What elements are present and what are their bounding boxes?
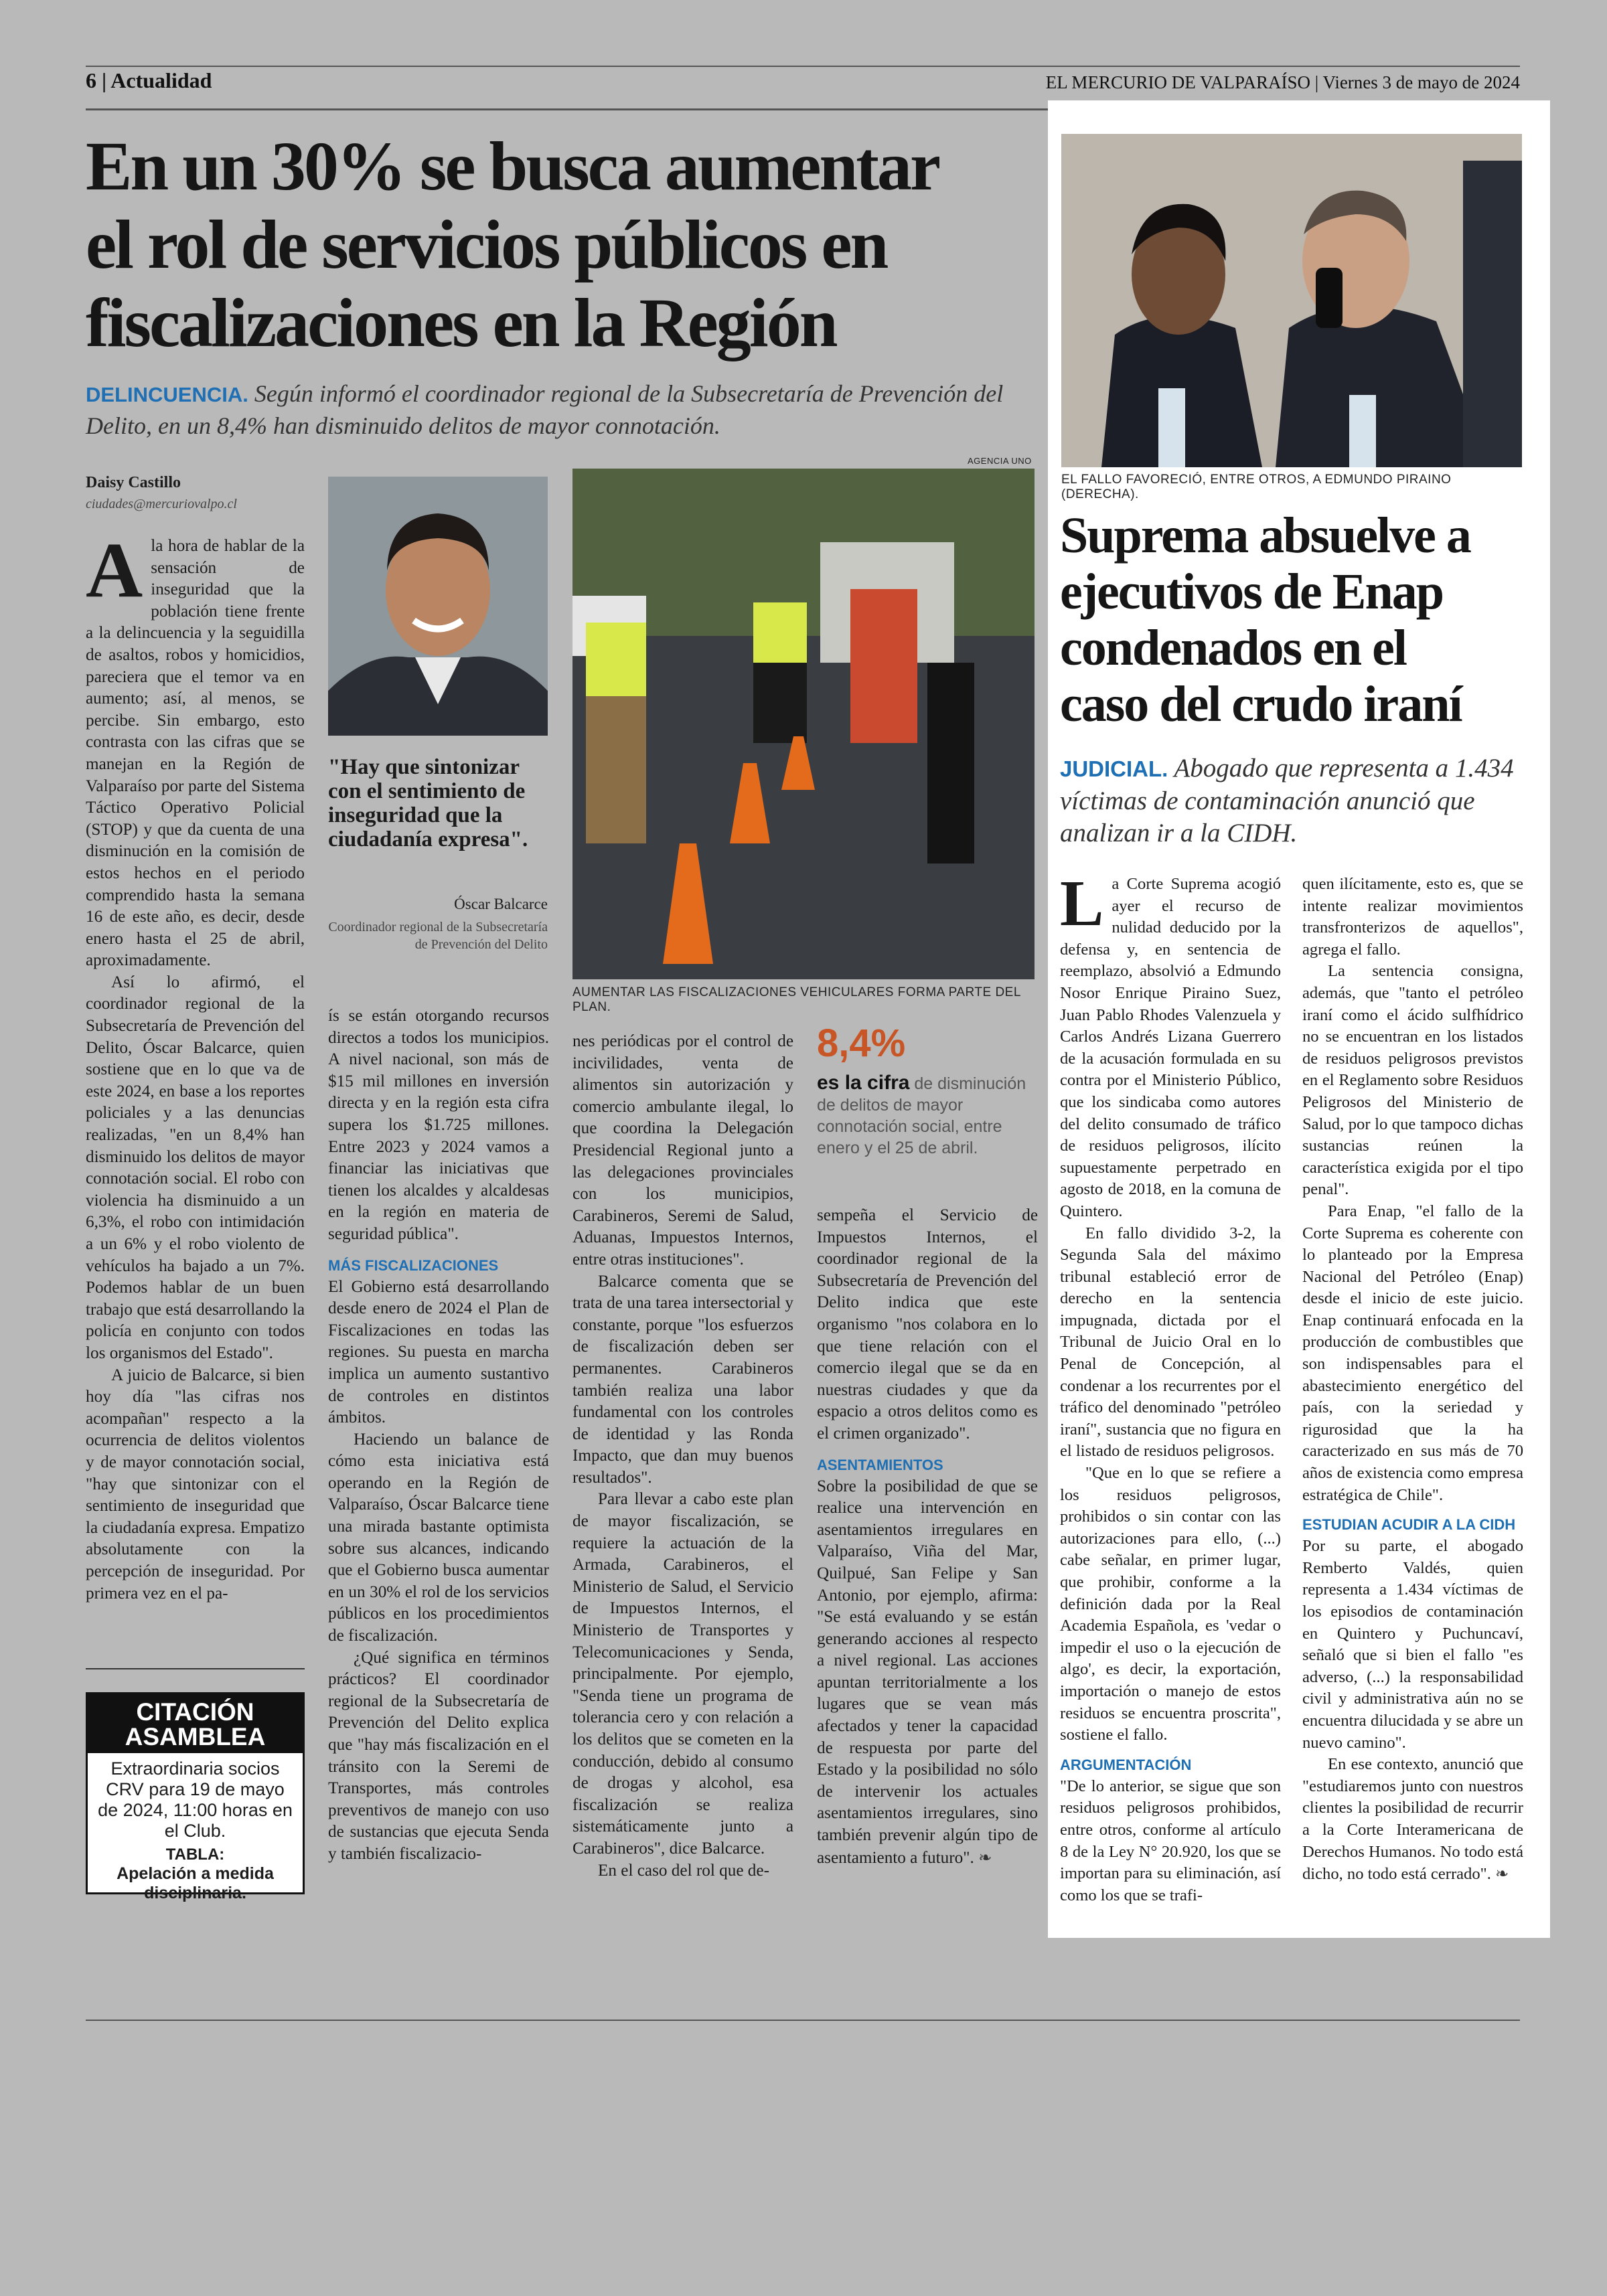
subhead-argumentacion: ARGUMENTACIÓN (1060, 1756, 1192, 1773)
main-column-1: Ala hora de hablar de la sensación de inseguridad que la población tiene frente a la delincuencia y la seguidilla de asaltos, robos y homicidios, pareciera que el temor va en aumento; así, al menos, se percibe. Sin embargo, esto contrasta con las cifras que se manejan en la Región de Valparaíso por parte del Sistema Táctico Operativo Policial (STOP) y que da cuenta de una disminución en la comisión de estos hechos en el periodo comprendido hasta la semana 16 de este año, es decir, desde enero hasta el 25 de abril, aproximadamente. Así lo afirmó, el coordinador regional de la Subsecretaría de Prevención del Delito, Óscar Balcarce, quien sostiene que en lo que va de este 2024, en base a los reportes policiales y a las denuncias realizadas, "en un 8,4% han disminuido los delitos de mayor connotación social. El robo con violencia ha disminuido a un 6,3%, el robo con intimidación a un 6% y el robo violento de vehículos ha bajado a un 7%. Podemos hablar de un buen trabajo que está desarrollando la policía en conjunto con todos los organismos del Estado". A juicio de Balcarce, si bien hoy día "las cifras nos acompañan" respecto a la ocurrencia de delitos violentos y de mayor connotación social, "hay que sintonizar con el sentimiento de inseguridad que la ciudadanía expresa. Empatizo absolutamente con la percepción de inseguridad. Por primera vez en el pa- (86, 526, 305, 1603)
publication-date: EL MERCURIO DE VALPARAÍSO | Viernes 3 de mayo de 2024 (1045, 72, 1520, 92)
issue-date: Viernes 3 de mayo de 2024 (1322, 72, 1520, 92)
header-rule-top (86, 66, 1520, 67)
ad-body: Extraordinaria socios CRV para 19 de mayo de 2024, 11:00 horas en el Club. (98, 1758, 293, 1841)
main-kicker: DELINCUENCIA. (86, 383, 248, 406)
side-lead: JUDICIAL. Abogado que representa a 1.434 víctimas de contaminación anunció que analizan ir a la CIDH. (1060, 754, 1514, 847)
subhead-asentamientos: ASENTAMIENTOS (817, 1456, 943, 1473)
side-headline: Suprema absuelve a ejecutivos de Enap condenados en el caso del crudo iraní (1060, 507, 1470, 732)
publication-name: EL MERCURIO DE VALPARAÍSO (1045, 72, 1311, 92)
quote-role: Coordinador regional de la Subsecretaría de Prevención del Delito (328, 920, 548, 952)
side-photo-caption: EL FALLO FAVORECIÓ, ENTRE OTROS, A EDMUNDO PIRAINO (DERECHA). (1061, 473, 1452, 501)
column-rule (86, 1668, 305, 1669)
stat-value: 8,4% (817, 1021, 906, 1065)
subhead-fiscalizaciones: MÁS FISCALIZACIONES (328, 1256, 499, 1274)
drop-cap: A (86, 526, 143, 614)
footer-rule (86, 2020, 1520, 2021)
main-headline: En un 30% se busca aumentar el rol de servicios públicos en fiscalizaciones en la Región (86, 128, 939, 361)
side-kicker: JUDICIAL. (1060, 756, 1168, 781)
enap-executives-photo (1061, 134, 1522, 467)
author-name: Daisy Castillo (86, 474, 181, 491)
subhead-cidh: ESTUDIAN ACUDIR A LA CIDH (1302, 1516, 1516, 1534)
ad-tabla-label: TABLA: (165, 1846, 225, 1864)
side-drop-cap: L (1060, 868, 1104, 940)
portrait-illustration (328, 477, 548, 736)
ad-tabla-item: Apelación a medida disciplinaria. (117, 1864, 274, 1902)
traffic-checkpoint-photo (572, 469, 1035, 979)
side-column-2: quen ilícitamente, esto es, que se intente realizar movimientos transfronterizos de aquellos", agrega el fallo. La sentencia consigna, además, que "tanto el petróleo iraní como el ácido sulfhídrico no se encuentran en los listados de residuos peligrosos previstos en el Reglamento sobre Residuos Peligrosos del Ministerio de Salud, por lo que tampoco dichas sustancias reúnen la característica exigida por el tipo penal". Para Enap, "el fallo de la Corte Suprema es coherente con lo planteado por la Empresa Nacional del Petróleo (Enap) desde el inicio de este juicio. Enap continuará enfocada en la producción de combustibles que son indispensables para el abastecimiento energético del país, con la seriedad y rigurosidad que la ha caracterizado en sus más de 70 años de existencia como empresa estratégica de Chile". ESTUDIAN ACUDIR A LA CIDH Por su parte, el abogado Remberto Valdés, quien representa a 1.434 víctimas de los episodios de contaminación en Quintero y Puchuncaví, señaló que si bien el fallo "es adverso, (...) la responsabilidad civil y administrativa aún no se encuentra dilucidada y se abre un nuevo camino". En ese contexto, anunció que "estudiaremos junto con nuestros clientes la posibilidad de recurrir a la Corte Interamericana de Derechos Humanos. No todo está dicho, no todo está cerrado". ❧ (1302, 875, 1523, 1884)
photo-caption: AUMENTAR LAS FISCALIZACIONES VEHICULARES FORMA PARTE DEL PLAN. (572, 985, 1021, 1014)
pull-quote: "Hay que sintonizar con el sentimiento de inseguridad que la ciudadanía expresa". (328, 755, 528, 851)
balcarce-portrait (328, 477, 548, 736)
author-email: ciudades@mercuriovalpo.cl (86, 497, 237, 511)
side-end-mark-icon: ❧ (1495, 1864, 1509, 1884)
end-mark-icon: ❧ (978, 1848, 992, 1867)
photo-credit: AGENCIA UNO (968, 456, 1032, 466)
stat-label: es la cifra (817, 1072, 910, 1094)
main-column-3: nes periódicas por el control de incivilidades, venta de alimentos sin autorización y comercio ambulante ilegal, lo que coordina la Delegación Presidencial Regional junto a las delegaciones provinciales con los municipios, Carabineros, Seremi de Salud, Aduanas, Impuestos Internos, entre otras instituciones". Balcarce comenta que se trata de una tarea intersectorial y constante, porque "los esfuerzos de fiscalización deben ser permanentes. Carabineros también realiza una labor fundamental con los controles de identidad y las Ronda Impacto, que dan muy buenos resultados". Para llevar a cabo este plan de mayor fiscalización, se requiere la actuación de la Armada, Carabineros, el Ministerio de Salud, el Servicio de Impuestos Internos, el Ministerio de Transportes y Telecomunicaciones y Senda, principalmente. Por ejemplo, "Senda tiene un programa de tolerancia cero y con relación a los delitos que se cometen en la conducción, debido al consumo de drogas y alcohol, esa fiscalización se realiza sistemáticamente junto a Carabineros", dice Balcarce. En el caso del rol que de- (572, 1032, 793, 1880)
stat-description: es la cifra de disminución de delitos de mayor connotación social, entre enero y el 25 de abril. (817, 1072, 1026, 1157)
checkpoint-illustration (572, 469, 1035, 979)
ad-title: CITACIÓN ASAMBLEA (88, 1694, 303, 1753)
assembly-notice-ad (86, 1692, 305, 1902)
executives-illustration (1061, 134, 1522, 467)
main-column-2: ís se están otorgando recursos directos a todos los municipios. A nivel nacional, son más de $15 mil millones en inversión directa y en la región esta cifra supera los $1.725 millones. Entre 2023 y 2024 vamos a financiar las iniciativas que tienen los alcaldes y alcaldesas en la región en materia de seguridad pública". MÁS FISCALIZACIONES El Gobierno está desarrollando desde enero de 2024 el Plan de Fiscalizaciones en todas las regiones. Su puesta en marcha implica un aumento sustantivo de controles en distintos ámbitos. Haciendo un balance de cómo esta iniciativa está operando en la Región de Valparaíso, Óscar Balcarce tiene una mirada bastante optimista sobre sus alcances, indicando que el Gobierno busca aumentar en un 30% el rol de los servicios públicos en los procedimientos de fiscalización. ¿Qué significa en términos prácticos? El coordinador regional de la Subsecretaría de Prevención del Delito explica que "hay más fiscalización en el tránsito con la Seremi de Transportes, más controles preventivos de manejo con uso de sustancias que ejecuta Senda y también fiscalizacio- (328, 1007, 549, 1863)
side-column-1: La Corte Suprema acogió ayer el recurso de nulidad deducido por la defensa y, en sentencia de reemplazo, absolvió a Edmundo Nosor Enrique Piraino Suez, Juan Pablo Rhodes Valenzuela y Carlos Andrés Lizana Guerrero de la acusación formulada en su contra por el Ministerio Público, que los sindicaba como autores del delito consumado de tráfico de residuos peligrosos, ilícito supuestamente perpetrado en agosto de 2018, en la comuna de Quintero. En fallo dividido 3-2, la Segunda Sala del máximo tribunal estableció error de derecho en la sentencia impugnada, dictada por el Tribunal de Juicio Oral en lo Penal de Concepción, al condenar a los recurrentes por el tráfico del denominado "petróleo iraní", sustancia que no figura en el listado de residuos peligrosos. "Que en lo que se refiere a los residuos peligrosos, prohibidos o sin contar con las autorizaciones para ello, (...) cabe señalar, en primer lugar, que prohibir, conforme a la definición dada por la Real Academia Española, es 'vedar o impedir el uso o la ejecución de algo', es decir, la exportación, importación o manejo de estos residuos se encuentra proscrita", sostiene el fallo. ARGUMENTACIÓN "De lo anterior, se sigue que son residuos peligrosos prohibidos, entre otros, conforme al artículo 8 de la Ley N° 20.920, los que se importan para su eliminación, así como los que se trafi- (1060, 868, 1281, 1904)
main-column-4: sempeña el Servicio de Impuestos Internos, el coordinador regional de la Subsecretaría de Prevención del Delito indica que este organismo "nos colabora en lo que tiene relación con el comercio ilegal que se da en nuestras ciudades y que da espacio a otros delitos como es el crimen organizado". ASENTAMIENTOS Sobre la posibilidad de que se realice una intervención en asentamientos irregulares en Valparaíso, Viña del Mar, Quilpué, San Felipe y San Antonio, por ejemplo, afirma: "Se está evaluando y se están generando acciones al respecto a nivel regional. Las acciones apuntan territorialmente a los lugares que se vean más afectados y tener la capacidad de respuesta por parte del Estado y la posibilidad no sólo de intervenir los actuales asentamientos irregulares, sino también prevenir algún tipo de asentamiento a futuro". ❧ (817, 1206, 1038, 1867)
quote-name: Óscar Balcarce (454, 896, 548, 912)
main-lead: DELINCUENCIA. Según informó el coordinador regional de la Subsecretaría de Prevención del Delito, en un 8,4% han disminuido delitos de mayor connotación. (86, 380, 1004, 439)
page-section: 6 | Actualidad (86, 68, 212, 92)
